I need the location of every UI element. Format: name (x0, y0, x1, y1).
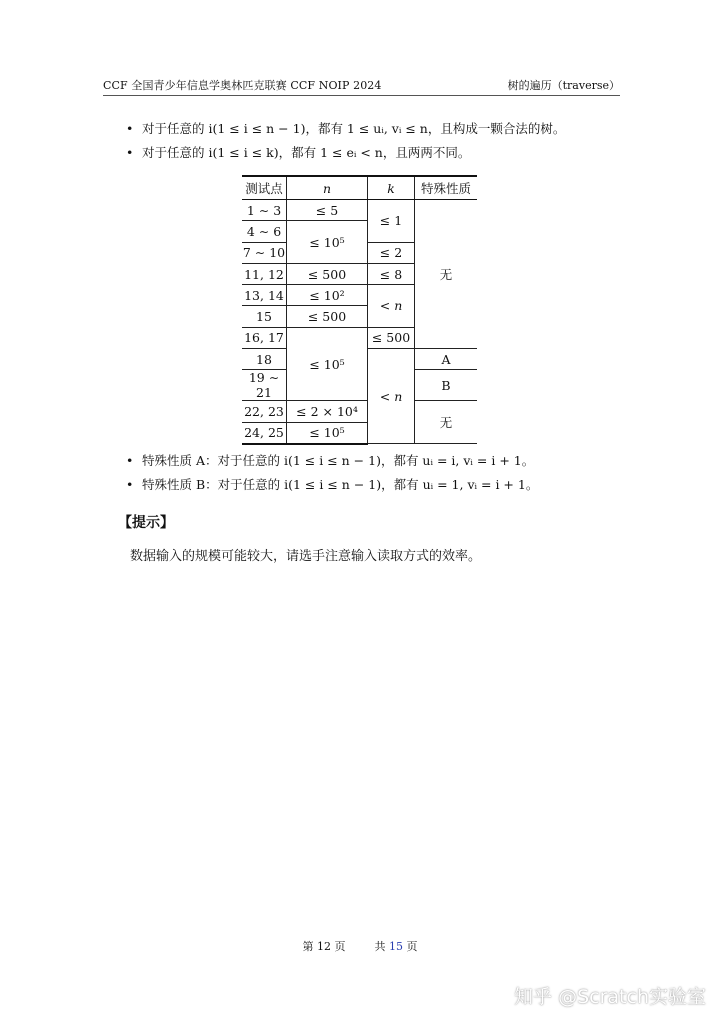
n-cell: ≤ 5 (287, 200, 368, 221)
k-cell: < n (368, 285, 415, 328)
test-point-cell: 18 (242, 349, 287, 370)
n-cell: ≤ 2 × 10⁴ (287, 401, 368, 422)
test-point-cell: 16, 17 (242, 327, 287, 348)
property-cell: A (415, 349, 478, 370)
hint-text: 数据输入的规模可能较大，请选手注意输入读取方式的效率。 (130, 549, 482, 564)
header-special-property: 特殊性质 (415, 176, 478, 200)
test-point-cell: 13, 14 (242, 285, 287, 306)
header-divider (103, 95, 620, 96)
n-cell: ≤ 10⁵ (287, 422, 368, 444)
property-list (126, 449, 538, 497)
table-row (242, 200, 477, 221)
k-cell: ≤ 500 (368, 327, 415, 348)
k-cell: ≤ 2 (368, 242, 415, 263)
test-point-cell: 4 ∼ 6 (242, 221, 287, 242)
total-pages-link[interactable]: 15 (389, 940, 403, 953)
header-k: k (368, 176, 415, 200)
header-problem-name: 树的遍历（traverse） (507, 79, 620, 92)
n-cell: ≤ 10⁵ (287, 327, 368, 401)
k-cell: ≤ 8 (368, 263, 415, 284)
test-point-cell: 22, 23 (242, 401, 287, 422)
watermark: 知乎 @Scratch实验室 (514, 986, 706, 1008)
hint-heading: 【提示】 (118, 515, 174, 531)
constraint-item: • 对于任意的 i(1 ≤ i ≤ n − 1)，都有 1 ≤ uᵢ, vᵢ ≤ n，且构成一颗合法的树。 (126, 117, 565, 141)
test-point-cell: 11, 12 (242, 263, 287, 284)
table-header-row (242, 176, 477, 200)
property-item: • 特殊性质 A：对于任意的 i(1 ≤ i ≤ n − 1)，都有 uᵢ = i, vᵢ = i + 1。 (126, 449, 538, 473)
header-test-point: 测试点 (242, 176, 287, 200)
header-n: n (287, 176, 368, 200)
page-number: 第 12 页 (302, 940, 346, 953)
n-cell: ≤ 500 (287, 263, 368, 284)
total-prefix: 共 (374, 940, 386, 953)
total-suffix: 页 (406, 940, 418, 953)
test-point-cell: 24, 25 (242, 422, 287, 444)
n-cell: ≤ 500 (287, 306, 368, 327)
test-point-cell: 19 ∼ 21 (242, 370, 287, 401)
k-cell: < n (368, 349, 415, 444)
table-row (242, 401, 477, 422)
test-case-table (242, 175, 477, 445)
constraint-list (126, 117, 565, 165)
k-cell: ≤ 1 (368, 200, 415, 243)
test-point-cell: 7 ∼ 10 (242, 242, 287, 263)
constraint-item: • 对于任意的 i(1 ≤ i ≤ k)，都有 1 ≤ eᵢ < n，且两两不同。 (126, 141, 565, 165)
test-point-cell: 15 (242, 306, 287, 327)
n-cell: ≤ 10⁵ (287, 221, 368, 264)
header-title: CCF 全国青少年信息学奥林匹克联赛 CCF NOIP 2024 (103, 79, 382, 92)
property-cell: 无 (415, 200, 478, 349)
test-point-cell: 1 ∼ 3 (242, 200, 287, 221)
n-cell: ≤ 10² (287, 285, 368, 306)
property-cell: B (415, 370, 478, 401)
page-footer (0, 938, 720, 954)
property-item: • 特殊性质 B：对于任意的 i(1 ≤ i ≤ n − 1)，都有 uᵢ = 1, vᵢ = i + 1。 (126, 473, 538, 497)
property-cell: 无 (415, 401, 478, 444)
